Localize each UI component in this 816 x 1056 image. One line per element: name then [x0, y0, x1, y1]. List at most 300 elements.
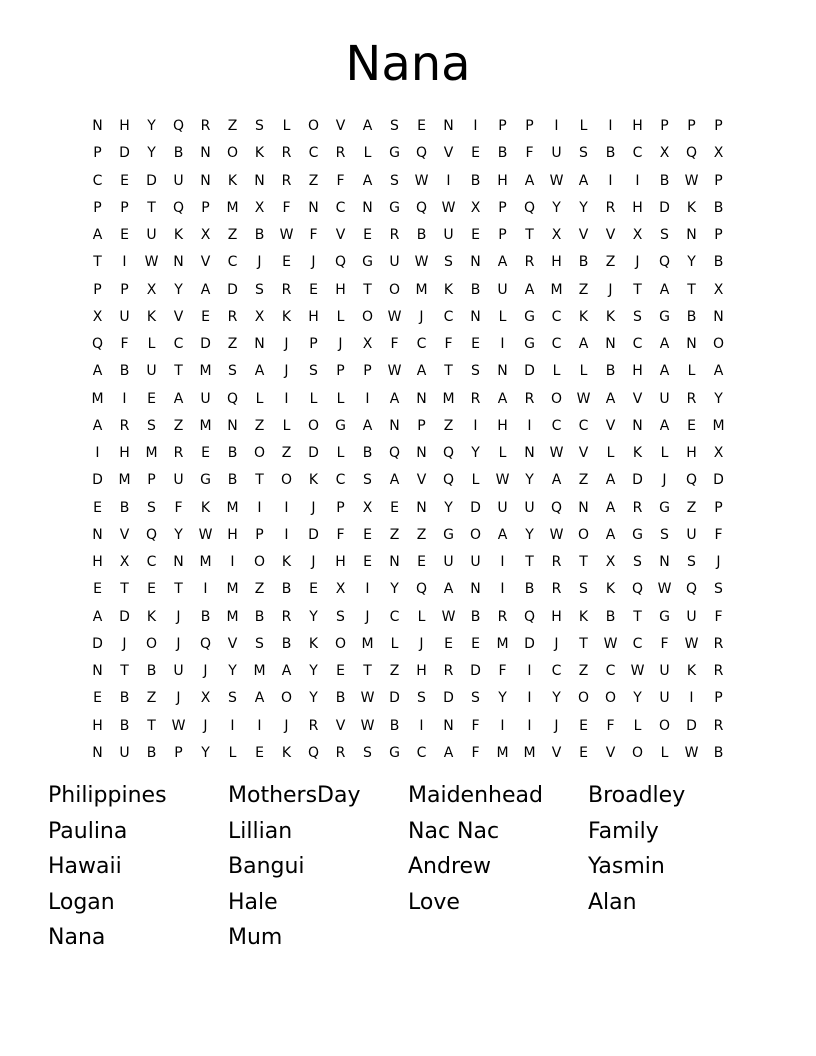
grid-letter: S: [228, 690, 237, 707]
grid-letter: Z: [389, 526, 400, 543]
grid-letter: C: [551, 663, 562, 679]
grid-letter: A: [497, 390, 508, 407]
grid-letter: C: [335, 199, 346, 216]
grid-letter: R: [686, 390, 697, 407]
grid-row: [84, 467, 732, 494]
grid-letter: P: [93, 281, 102, 298]
grid-letter: G: [659, 308, 670, 325]
grid-letter: E: [579, 717, 588, 734]
grid-letter: O: [604, 690, 617, 707]
grid-letter: L: [471, 472, 480, 489]
grid-letter: E: [255, 744, 264, 761]
grid-letter: V: [416, 472, 427, 489]
grid-letter: U: [173, 172, 184, 189]
grid-letter: O: [631, 744, 644, 761]
grid-letter: Y: [174, 281, 183, 298]
grid-letter: A: [92, 227, 103, 243]
grid-letter: B: [605, 363, 616, 380]
grid-letter: C: [146, 554, 157, 570]
grid-letter: Z: [578, 281, 589, 298]
grid-letter: J: [662, 472, 667, 489]
grid-letter: P: [417, 417, 426, 434]
grid-letter: K: [578, 308, 589, 325]
grid-letter: R: [713, 635, 724, 652]
grid-letter: R: [335, 744, 346, 761]
grid-letter: G: [362, 254, 373, 271]
grid-letter: V: [335, 717, 346, 734]
grid-letter: P: [309, 336, 318, 352]
grid-letter: U: [551, 145, 562, 162]
grid-letter: H: [632, 363, 643, 380]
grid-row: [84, 576, 732, 603]
word-list-item: MothersDay: [228, 783, 361, 808]
grid-letter: A: [524, 281, 535, 298]
grid-letter: J: [311, 499, 316, 516]
grid-letter: I: [527, 663, 532, 679]
grid-letter: E: [363, 526, 372, 543]
grid-letter: F: [471, 744, 480, 761]
grid-letter: O: [550, 390, 563, 407]
grid-letter: Q: [658, 254, 671, 271]
grid-letter: U: [389, 254, 400, 271]
grid-letter: D: [227, 281, 238, 298]
grid-letter: Y: [471, 445, 480, 461]
grid-letter: A: [362, 172, 373, 189]
grid-letter: B: [254, 608, 265, 625]
grid-letter: C: [632, 635, 643, 652]
grid-letter: M: [226, 608, 239, 625]
grid-letter: Y: [633, 690, 642, 707]
grid-letter: D: [146, 172, 157, 189]
grid-letter: S: [255, 118, 264, 134]
grid-letter: X: [713, 445, 724, 461]
grid-letter: D: [308, 445, 319, 461]
grid-letter: I: [284, 390, 289, 407]
grid-letter: A: [659, 363, 670, 380]
grid-letter: B: [605, 145, 616, 162]
grid-letter: E: [417, 118, 426, 134]
grid-letter: X: [200, 227, 211, 243]
grid-letter: V: [578, 227, 589, 243]
grid-letter: D: [632, 472, 643, 489]
word-list-item: Lillian: [228, 818, 293, 844]
grid-letter: N: [416, 390, 427, 407]
grid-letter: J: [284, 717, 289, 734]
grid-letter: H: [632, 199, 643, 216]
grid-letter: J: [419, 308, 424, 325]
grid-letter: J: [311, 254, 316, 271]
grid-letter: W: [360, 690, 375, 707]
grid-letter: N: [416, 445, 427, 461]
grid-letter: W: [198, 526, 213, 543]
grid-letter: Q: [415, 145, 428, 162]
grid-letter: N: [389, 554, 400, 570]
grid-letter: A: [524, 172, 535, 189]
grid-letter: I: [257, 499, 262, 516]
grid-letter: J: [284, 336, 289, 352]
grid-letter: R: [281, 172, 292, 189]
grid-letter: C: [551, 417, 562, 434]
grid-letter: K: [686, 199, 697, 216]
grid-letter: C: [632, 145, 643, 162]
grid-row: [84, 658, 732, 685]
grid-letter: N: [470, 308, 481, 325]
grid-letter: C: [416, 744, 427, 761]
grid-letter: A: [578, 172, 589, 189]
grid-letter: X: [362, 336, 373, 352]
grid-letter: P: [525, 118, 534, 134]
grid-letter: B: [470, 281, 481, 298]
grid-row: [84, 249, 732, 276]
grid-letter: F: [660, 635, 669, 652]
grid-letter: T: [120, 581, 129, 598]
grid-letter: R: [497, 608, 508, 625]
grid-letter: Q: [550, 499, 563, 516]
grid-letter: S: [633, 308, 642, 325]
grid-letter: H: [497, 417, 508, 434]
grid-letter: V: [443, 145, 454, 162]
grid-letter: W: [171, 717, 186, 734]
grid-letter: N: [443, 118, 454, 134]
grid-letter: A: [605, 526, 616, 543]
grid-letter: J: [203, 663, 208, 679]
grid-letter: T: [687, 281, 696, 298]
grid-letter: Z: [254, 417, 265, 434]
grid-letter: I: [473, 417, 478, 434]
grid-letter: K: [443, 281, 454, 298]
grid-letter: Y: [525, 526, 534, 543]
grid-letter: K: [146, 608, 157, 625]
grid-letter: K: [686, 663, 697, 679]
grid-letter: T: [525, 554, 534, 570]
grid-letter: O: [280, 690, 293, 707]
grid-letter: Q: [388, 445, 401, 461]
grid-letter: Z: [227, 336, 238, 352]
grid-letter: D: [389, 690, 400, 707]
word-list-item: Hale: [228, 889, 278, 915]
grid-letter: R: [470, 390, 481, 407]
grid-letter: N: [254, 172, 265, 189]
grid-letter: I: [95, 445, 100, 461]
grid-letter: J: [419, 635, 424, 652]
grid-letter: Q: [226, 390, 239, 407]
grid-letter: Q: [415, 581, 428, 598]
grid-row: [84, 604, 732, 631]
grid-letter: N: [659, 554, 670, 570]
word-list-item: Nac Nac: [408, 818, 500, 844]
grid-letter: B: [605, 608, 616, 625]
grid-letter: I: [500, 717, 505, 734]
grid-letter: O: [388, 281, 401, 298]
grid-letter: Q: [685, 581, 698, 598]
grid-letter: W: [549, 172, 564, 189]
word-list-item: Paulina: [48, 818, 128, 844]
grid-letter: J: [608, 281, 613, 298]
grid-letter: S: [714, 581, 723, 598]
grid-letter: S: [633, 554, 642, 570]
grid-letter: X: [254, 199, 265, 216]
grid-letter: S: [363, 472, 372, 489]
grid-letter: K: [308, 635, 319, 652]
grid-letter: B: [335, 690, 346, 707]
grid-letter: Y: [444, 499, 453, 516]
grid-letter: M: [199, 417, 212, 434]
grid-letter: Z: [173, 417, 184, 434]
grid-letter: W: [414, 254, 429, 271]
grid-letter: O: [253, 445, 266, 461]
grid-letter: B: [227, 445, 238, 461]
grid-letter: M: [199, 363, 212, 380]
grid-letter: G: [389, 145, 400, 162]
grid-letter: P: [660, 118, 669, 134]
grid-letter: G: [524, 336, 535, 352]
grid-letter: U: [659, 690, 670, 707]
grid-letter: B: [119, 690, 130, 707]
grid-letter: M: [253, 663, 266, 679]
word-list-item: Love: [408, 889, 460, 915]
grid-letter: R: [551, 554, 562, 570]
grid-letter: W: [387, 308, 402, 325]
grid-letter: T: [93, 254, 102, 271]
grid-letter: U: [686, 526, 697, 543]
grid-letter: C: [227, 254, 238, 271]
grid-letter: W: [657, 581, 672, 598]
grid-letter: U: [443, 554, 454, 570]
grid-letter: A: [254, 690, 265, 707]
grid-letter: P: [498, 227, 507, 243]
grid-letter: A: [362, 417, 373, 434]
grid-letter: H: [551, 254, 562, 271]
grid-letter: A: [254, 363, 265, 380]
grid-letter: V: [119, 526, 130, 543]
grid-letter: H: [227, 526, 238, 543]
grid-letter: E: [93, 581, 102, 598]
grid-letter: P: [336, 499, 345, 516]
grid-letter: N: [92, 744, 103, 761]
grid-letter: R: [281, 608, 292, 625]
grid-letter: I: [365, 390, 370, 407]
grid-letter: N: [173, 554, 184, 570]
grid-letter: K: [605, 581, 616, 598]
grid-letter: S: [309, 363, 318, 380]
grid-letter: Y: [201, 744, 210, 761]
grid-letter: D: [443, 690, 454, 707]
grid-row: [84, 440, 732, 467]
grid-letter: K: [173, 227, 184, 243]
grid-letter: J: [554, 717, 559, 734]
grid-letter: D: [119, 608, 130, 625]
grid-letter: Z: [605, 254, 616, 271]
grid-letter: R: [335, 145, 346, 162]
grid-letter: M: [496, 635, 509, 652]
grid-letter: M: [91, 390, 104, 407]
grid-letter: T: [363, 281, 372, 298]
grid-letter: S: [147, 499, 156, 516]
grid-letter: K: [281, 744, 292, 761]
grid-letter: K: [578, 608, 589, 625]
grid-letter: F: [336, 526, 345, 543]
grid-letter: U: [173, 472, 184, 489]
grid-letter: A: [659, 336, 670, 352]
grid-letter: G: [524, 308, 535, 325]
grid-letter: L: [282, 118, 291, 134]
grid-letter: U: [146, 227, 157, 243]
grid-letter: E: [309, 581, 318, 598]
grid-letter: S: [471, 690, 480, 707]
grid-letter: M: [523, 744, 536, 761]
grid-letter: E: [363, 227, 372, 243]
grid-letter: L: [498, 445, 507, 461]
grid-row: [84, 113, 732, 140]
grid-letter: T: [255, 472, 264, 489]
grid-letter: Z: [416, 526, 427, 543]
word-list-item: Philippines: [48, 783, 167, 808]
grid-letter: Y: [147, 118, 156, 134]
grid-letter: W: [144, 254, 159, 271]
grid-letter: L: [147, 336, 156, 352]
grid-letter: S: [660, 227, 669, 243]
grid-letter: N: [173, 254, 184, 271]
grid-letter: S: [255, 635, 264, 652]
grid-letter: B: [578, 254, 589, 271]
grid-letter: N: [713, 308, 724, 325]
grid-letter: O: [253, 554, 266, 570]
grid-letter: F: [525, 145, 534, 162]
grid-letter: S: [579, 145, 588, 162]
grid-letter: A: [497, 254, 508, 271]
grid-letter: U: [173, 663, 184, 679]
grid-letter: Q: [523, 608, 536, 625]
grid-row: [84, 713, 732, 740]
grid-letter: M: [226, 199, 239, 216]
grid-letter: K: [200, 499, 211, 516]
grid-letter: B: [119, 499, 130, 516]
grid-letter: A: [659, 281, 670, 298]
letter-grid: [84, 113, 732, 767]
grid-letter: V: [173, 308, 184, 325]
grid-letter: L: [579, 363, 588, 380]
grid-letter: E: [120, 227, 129, 243]
word-list-item: Andrew: [408, 854, 492, 880]
grid-letter: K: [281, 554, 292, 570]
grid-letter: X: [254, 308, 265, 325]
grid-letter: K: [308, 472, 319, 489]
grid-letter: N: [524, 445, 535, 461]
grid-letter: R: [227, 308, 238, 325]
grid-letter: X: [605, 554, 616, 570]
grid-letter: Z: [578, 663, 589, 679]
grid-letter: F: [309, 227, 318, 243]
grid-letter: E: [336, 663, 345, 679]
grid-letter: M: [226, 581, 239, 598]
grid-letter: S: [444, 254, 453, 271]
grid-letter: T: [633, 281, 642, 298]
grid-letter: L: [606, 445, 615, 461]
grid-letter: W: [279, 227, 294, 243]
grid-letter: J: [716, 554, 721, 570]
grid-letter: M: [496, 744, 509, 761]
grid-letter: T: [579, 635, 588, 652]
grid-letter: O: [280, 472, 293, 489]
grid-letter: X: [659, 145, 670, 162]
grid-letter: P: [120, 199, 129, 216]
grid-letter: H: [92, 554, 103, 570]
grid-letter: A: [389, 472, 400, 489]
grid-letter: O: [226, 145, 239, 162]
grid-letter: U: [686, 608, 697, 625]
grid-letter: N: [416, 499, 427, 516]
grid-letter: I: [608, 118, 613, 134]
grid-letter: A: [173, 390, 184, 407]
grid-letter: Q: [172, 199, 185, 216]
grid-letter: A: [605, 499, 616, 516]
grid-letter: C: [173, 336, 184, 352]
grid-row: [84, 549, 732, 576]
grid-letter: F: [174, 499, 183, 516]
grid-letter: O: [712, 336, 725, 352]
grid-letter: M: [199, 554, 212, 570]
grid-letter: I: [284, 526, 289, 543]
grid-letter: I: [284, 499, 289, 516]
grid-letter: B: [200, 608, 211, 625]
grid-letter: X: [713, 145, 724, 162]
grid-letter: U: [524, 499, 535, 516]
grid-letter: N: [200, 172, 211, 189]
grid-letter: N: [389, 417, 400, 434]
grid-letter: F: [471, 717, 480, 734]
grid-letter: X: [92, 308, 103, 325]
grid-letter: M: [712, 417, 725, 434]
grid-letter: W: [630, 663, 645, 679]
grid-letter: I: [203, 581, 208, 598]
grid-letter: M: [550, 281, 563, 298]
grid-letter: C: [551, 308, 562, 325]
grid-letter: U: [119, 308, 130, 325]
grid-letter: R: [308, 717, 319, 734]
grid-letter: E: [201, 445, 210, 461]
grid-letter: Z: [578, 472, 589, 489]
grid-letter: Y: [687, 254, 696, 271]
grid-letter: F: [390, 336, 399, 352]
grid-letter: K: [227, 172, 238, 189]
grid-letter: J: [365, 608, 370, 625]
grid-letter: X: [200, 690, 211, 707]
grid-letter: A: [416, 363, 427, 380]
grid-letter: A: [578, 336, 589, 352]
puzzle-title: Nana: [345, 36, 471, 92]
grid-letter: P: [687, 118, 696, 134]
grid-letter: I: [500, 336, 505, 352]
grid-letter: Y: [390, 581, 399, 598]
grid-letter: F: [606, 717, 615, 734]
grid-letter: A: [605, 472, 616, 489]
grid-letter: N: [92, 118, 103, 134]
grid-letter: N: [362, 199, 373, 216]
grid-row: [84, 631, 732, 658]
grid-letter: A: [389, 390, 400, 407]
grid-letter: W: [414, 172, 429, 189]
grid-letter: M: [145, 445, 158, 461]
grid-letter: M: [226, 499, 239, 516]
grid-row: [84, 195, 732, 222]
grid-letter: K: [146, 308, 157, 325]
grid-letter: O: [145, 635, 158, 652]
grid-letter: D: [92, 472, 103, 489]
grid-letter: P: [714, 118, 723, 134]
grid-letter: J: [176, 608, 181, 625]
grid-letter: D: [686, 717, 697, 734]
grid-letter: J: [203, 717, 208, 734]
